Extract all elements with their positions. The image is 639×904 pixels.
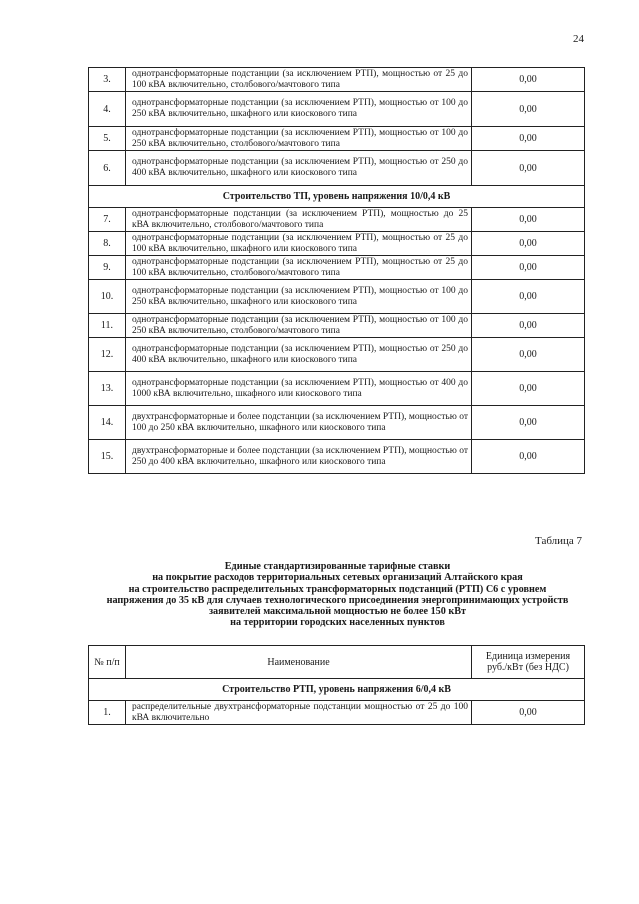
table-row xyxy=(89,151,585,186)
title-line: на покрытие расходов территориальных сетевых организаций Алтайского края xyxy=(152,572,523,584)
table-row xyxy=(89,338,585,372)
row-name: однотрансформаторные подстанции (за исключением РТП), мощностью от 100 до 250 кВА включительно, шкафного или киоскового типа xyxy=(126,92,472,127)
table-row xyxy=(89,440,585,474)
row-number: 3. xyxy=(89,68,126,92)
table-row xyxy=(89,68,585,92)
header-row xyxy=(89,646,585,679)
page-number: 24 xyxy=(573,33,584,45)
row-value: 0,00 xyxy=(472,151,585,186)
title-line: на строительство распределительных трансформаторных подстанций (РТП) С6 с уровнем xyxy=(128,583,547,595)
row-number: 12. xyxy=(89,338,126,372)
table-row xyxy=(89,406,585,440)
row-value: 0,00 xyxy=(472,92,585,127)
row-number: 8. xyxy=(89,232,126,256)
row-name: однотрансформаторные подстанции (за исключением РТП), мощностью от 250 до 400 кВА включительно, шкафного или киоскового типа xyxy=(126,338,472,372)
row-value: 0,00 xyxy=(472,440,585,474)
row-value: 0,00 xyxy=(472,232,585,256)
row-name: двухтрансформаторные и более подстанции (за исключением РТП), мощностью от 100 до 250 кВА включительно, шкафного или киоскового типа xyxy=(126,406,472,440)
row-number: 1. xyxy=(89,701,126,725)
row-name: однотрансформаторные подстанции (за исключением РТП), мощностью от 25 до 100 кВА включительно, столбового/мачтового типа xyxy=(126,68,472,92)
tariff-table-continued xyxy=(88,67,585,474)
row-name: распределительные двухтрансформаторные подстанции мощностью от 25 до 100 кВА включительно xyxy=(126,701,472,725)
row-number: 5. xyxy=(89,127,126,151)
header-name: Наименование xyxy=(126,646,472,679)
row-name: однотрансформаторные подстанции (за исключением РТП), мощностью от 400 до 1000 кВА включительно, шкафного или киоскового типа xyxy=(126,372,472,406)
row-name: однотрансформаторные подстанции (за исключением РТП), мощностью до 25 кВА включительно, столбового/мачтового типа xyxy=(126,208,472,232)
table-row xyxy=(89,701,585,725)
row-value: 0,00 xyxy=(472,406,585,440)
row-name: однотрансформаторные подстанции (за исключением РТП), мощностью от 100 до 250 кВА включительно, столбового/мачтового типа xyxy=(126,314,472,338)
row-name: однотрансформаторные подстанции (за исключением РТП), мощностью от 25 до 100 кВА включительно, шкафного или киоскового типа xyxy=(126,232,472,256)
row-value: 0,00 xyxy=(472,127,585,151)
row-name: двухтрансформаторные и более подстанции (за исключением РТП), мощностью от 250 до 400 кВА включительно, шкафного или киоскового типа xyxy=(126,440,472,474)
row-number: 6. xyxy=(89,151,126,186)
row-value: 0,00 xyxy=(472,701,585,725)
table-row xyxy=(89,256,585,280)
table-row xyxy=(89,232,585,256)
table-row xyxy=(89,280,585,314)
section-title: Строительство ТП, уровень напряжения 10/0,4 кВ xyxy=(89,186,585,208)
table-label: Таблица 7 xyxy=(535,535,583,547)
table-row xyxy=(89,92,585,127)
table-row xyxy=(89,372,585,406)
row-number: 14. xyxy=(89,406,126,440)
row-value: 0,00 xyxy=(472,338,585,372)
table-title xyxy=(60,561,615,629)
header-num: № п/п xyxy=(89,646,126,679)
title-line: заявителей максимальной мощностью не более 150 кВт xyxy=(208,606,467,618)
row-name: однотрансформаторные подстанции (за исключением РТП), мощностью от 25 до 100 кВА включительно, столбового/мачтового типа xyxy=(126,256,472,280)
title-line: Единые стандартизированные тарифные ставки xyxy=(224,561,451,572)
row-number: 7. xyxy=(89,208,126,232)
row-number: 10. xyxy=(89,280,126,314)
row-name: однотрансформаторные подстанции (за исключением РТП), мощностью от 100 до 250 кВА включительно, шкафного или киоскового типа xyxy=(126,280,472,314)
row-name: однотрансформаторные подстанции (за исключением РТП), мощностью от 250 до 400 кВА включительно, шкафного или киоскового типа xyxy=(126,151,472,186)
table-row xyxy=(89,127,585,151)
row-number: 4. xyxy=(89,92,126,127)
row-value: 0,00 xyxy=(472,280,585,314)
table-row xyxy=(89,208,585,232)
row-value: 0,00 xyxy=(472,314,585,338)
row-value: 0,00 xyxy=(472,68,585,92)
row-value: 0,00 xyxy=(472,372,585,406)
row-name: однотрансформаторные подстанции (за исключением РТП), мощностью от 100 до 250 кВА включительно, столбового/мачтового типа xyxy=(126,127,472,151)
tariff-table-7 xyxy=(88,645,585,725)
title-line: на территории городских населенных пунктов xyxy=(230,617,445,629)
row-number: 15. xyxy=(89,440,126,474)
row-number: 13. xyxy=(89,372,126,406)
row-number: 9. xyxy=(89,256,126,280)
section-row xyxy=(89,679,585,701)
title-line: напряжения до 35 кВ для случаев технологического присоединения энергопринимающих устройств xyxy=(106,594,569,606)
header-unit: Единица измерения руб./кВт (без НДС) xyxy=(472,646,585,679)
row-number: 11. xyxy=(89,314,126,338)
row-value: 0,00 xyxy=(472,256,585,280)
section-title: Строительство РТП, уровень напряжения 6/0,4 кВ xyxy=(89,679,585,701)
table-row xyxy=(89,314,585,338)
section-row xyxy=(89,186,585,208)
row-value: 0,00 xyxy=(472,208,585,232)
